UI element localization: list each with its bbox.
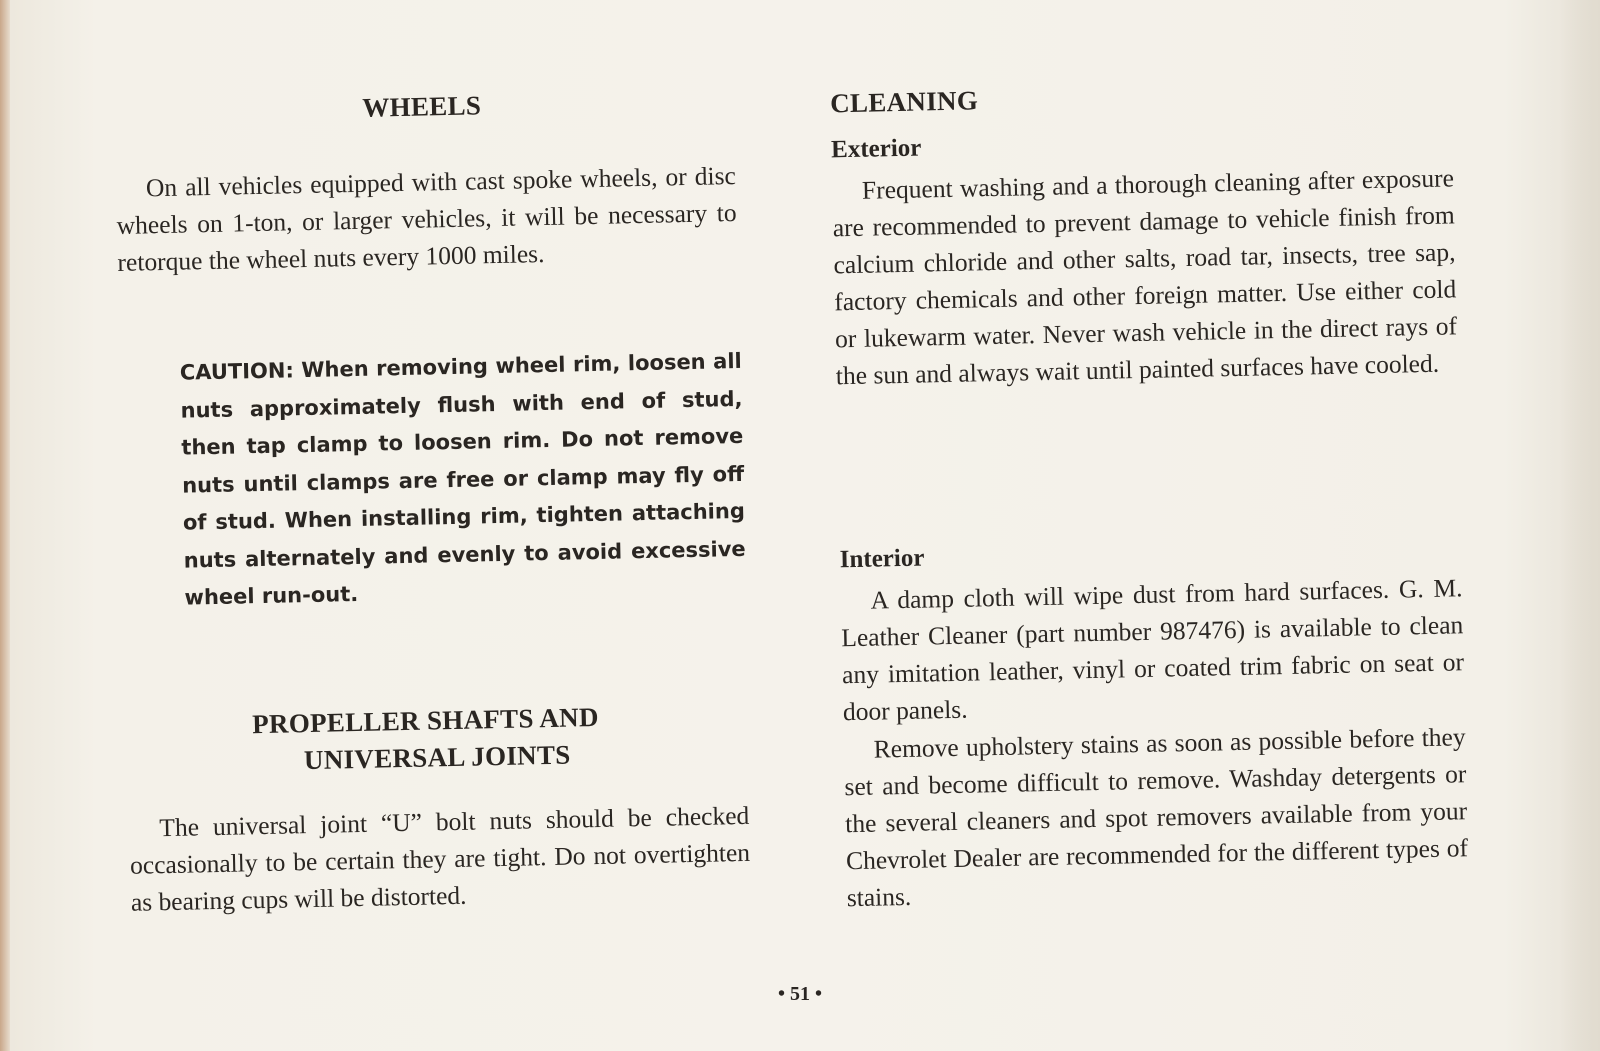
exterior-paragraph: Frequent washing and a thorough cleaning after exposure are recommended to prevent damage to vehicle finish from calcium chloride and other salts, road tar, insects, tree sap, factory chemicals and other foreign matter. Use either cold or lukewarm water. Never wash vehicle in the direct rays of the sun and always wait until painted surfaces have cooled. <box>832 163 1458 391</box>
interior-paragraph-1: A damp cloth will wipe dust from hard surfaces. G. M. Leather Cleaner (part number 987476) is available to clean any imitation leather, vinyl or coated trim fabric on seat or door panels. <box>841 573 1465 727</box>
page-edge-right <box>1560 0 1600 1051</box>
cleaning-heading: CLEANING <box>829 85 979 119</box>
wheels-heading: WHEELS <box>361 90 482 123</box>
wheels-caution: CAUTION: When removing wheel rim, loosen all nuts approximately flush with end of stud, then tap clamp to loosen rim. Do not remove nuts until clamps are free or clamp may fly off of stud. When installing rim, tighten attaching nuts alternately and evenly to avoid excessive wheel run-out. <box>179 348 746 610</box>
propeller-heading-line1: PROPELLER SHAFTS AND <box>251 701 599 740</box>
interior-paragraph-2: Remove upholstery stains as soon as possible before they set and become difficult to remove. Washday detergents or the several cleaners and spot removers available from your Chevrolet Dealer are recommended for the different types of stains. <box>844 722 1469 913</box>
propeller-heading-line2: UNIVERSAL JOINTS <box>303 739 571 776</box>
page-edge-left <box>0 0 10 1051</box>
exterior-subheading: Exterior <box>830 134 922 164</box>
interior-subheading: Interior <box>839 544 925 574</box>
wheels-paragraph: On all vehicles equipped with cast spoke wheels, or disc wheels on 1-ton, or larger vehicles, it will be necessary to retorque the wheel nuts every 1000 miles. <box>116 160 737 277</box>
page-number: • 51 • <box>777 983 822 1005</box>
propeller-paragraph: The universal joint “U” bolt nuts should be checked occasionally to be certain they are tight. Do not overtighten as bearing cups will be distorted. <box>129 800 751 917</box>
